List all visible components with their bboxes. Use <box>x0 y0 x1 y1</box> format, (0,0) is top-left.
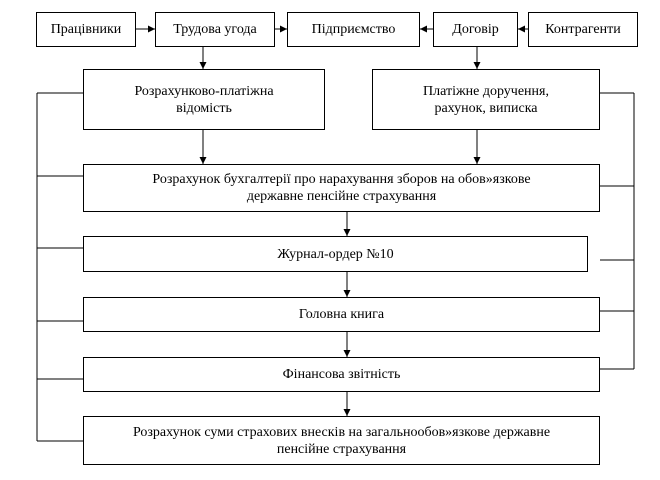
node-payment-order <box>372 69 600 130</box>
node-payment-order-label: Платіжне доручення, рахунок, виписка <box>423 83 549 116</box>
node-enterprise-label: Підприємство <box>311 22 396 37</box>
node-counterparties-label: Контрагенти <box>545 22 621 37</box>
node-payroll-statement-label: Розрахунково-платіжна відомість <box>134 83 274 116</box>
node-journal-order-label: Журнал-ордер №10 <box>277 246 394 262</box>
node-employees <box>36 12 136 47</box>
node-financial-reporting <box>83 357 600 392</box>
node-insurance-calculation <box>83 416 600 465</box>
node-journal-order <box>83 236 588 272</box>
node-counterparties <box>528 12 638 47</box>
node-enterprise <box>287 12 420 47</box>
node-accounting-calculation <box>83 164 600 212</box>
node-payroll-statement <box>83 69 325 130</box>
node-contract <box>433 12 518 47</box>
node-insurance-calculation-label: Розрахунок суми страхових внесків на загальнообов»язкове державне пенсійне страхування <box>132 424 551 457</box>
node-labor-agreement <box>155 12 275 47</box>
node-accounting-calculation-label: Розрахунок бухгалтерії про нарахування зборов на обов»язкове державне пенсійне страхування <box>152 172 531 204</box>
node-contract-label: Договір <box>452 22 499 37</box>
node-general-ledger-label: Головна книга <box>298 307 385 322</box>
node-general-ledger <box>83 297 600 332</box>
node-labor-agreement-label: Трудова угода <box>173 22 257 37</box>
node-financial-reporting-label: Фінансова звітність <box>282 367 401 382</box>
node-employees-label: Працівники <box>50 22 122 37</box>
